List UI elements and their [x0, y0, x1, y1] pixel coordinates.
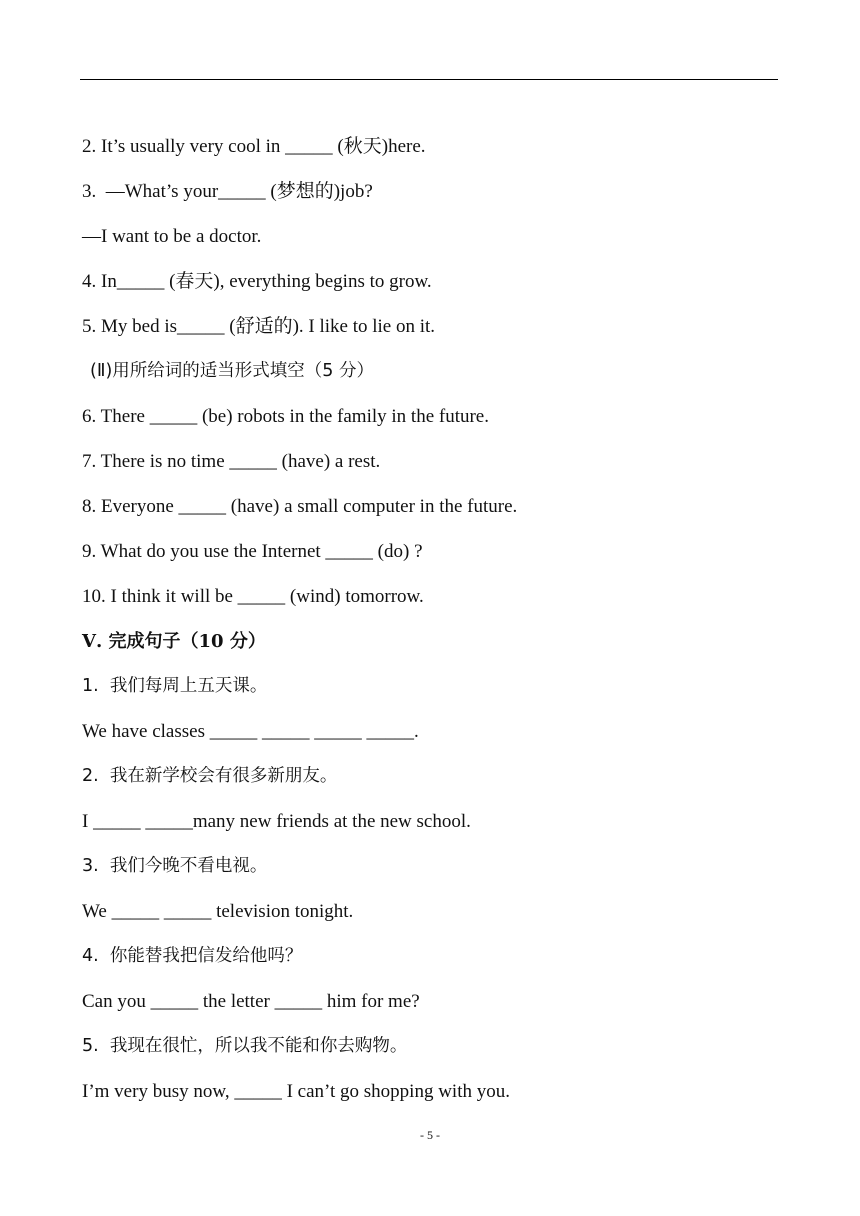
sentence-5-chinese: 5. 我现在很忙，所以我不能和你去购物。 [82, 1036, 408, 1056]
question-3-answer: —I want to be a doctor. [82, 226, 262, 247]
sentence-3-english: We _____ _____ television tonight. [82, 901, 354, 922]
header-rule [80, 79, 778, 80]
question-3-dream-job: 3. —What’s your_____ (梦想的)job? [82, 181, 373, 202]
question-9-do: 9. What do you use the Internet _____ (do) ? [82, 541, 423, 562]
question-6-be: 6. There _____ (be) robots in the family in the future. [82, 406, 489, 427]
sentence-1-english: We have classes _____ _____ _____ _____. [82, 721, 419, 742]
sentence-3-chinese: 3. 我们今晚不看电视。 [82, 856, 268, 876]
sentence-2-chinese: 2. 我在新学校会有很多新朋友。 [82, 766, 338, 786]
sentence-4-chinese: 4. 你能替我把信发给他吗？ [82, 946, 303, 966]
sentence-4-english: Can you _____ the letter _____ him for me? [82, 991, 420, 1012]
question-2-autumn: 2. It’s usually very cool in _____ (秋天)here. [82, 136, 426, 157]
section-ii-heading: (Ⅱ)用所给词的适当形式填空（5 分） [90, 361, 374, 381]
question-4-spring: 4. In_____ (春天), everything begins to grow. [82, 271, 432, 292]
page-number: - 5 - [420, 1128, 440, 1142]
section-v-heading: Ⅴ. 完成句子（10 分） [82, 631, 266, 652]
sentence-2-english: I _____ _____many new friends at the new school. [82, 811, 471, 832]
question-7-have: 7. There is no time _____ (have) a rest. [82, 451, 381, 472]
sentence-5-english: I’m very busy now, _____ I can’t go shopping with you. [82, 1081, 510, 1102]
worksheet-body [82, 124, 782, 1114]
question-10-wind: 10. I think it will be _____ (wind) tomorrow. [82, 586, 424, 607]
question-8-have: 8. Everyone _____ (have) a small computer in the future. [82, 496, 518, 517]
sentence-1-chinese: 1. 我们每周上五天课。 [82, 676, 268, 696]
question-5-comfortable: 5. My bed is_____ (舒适的). I like to lie on it. [82, 316, 436, 337]
